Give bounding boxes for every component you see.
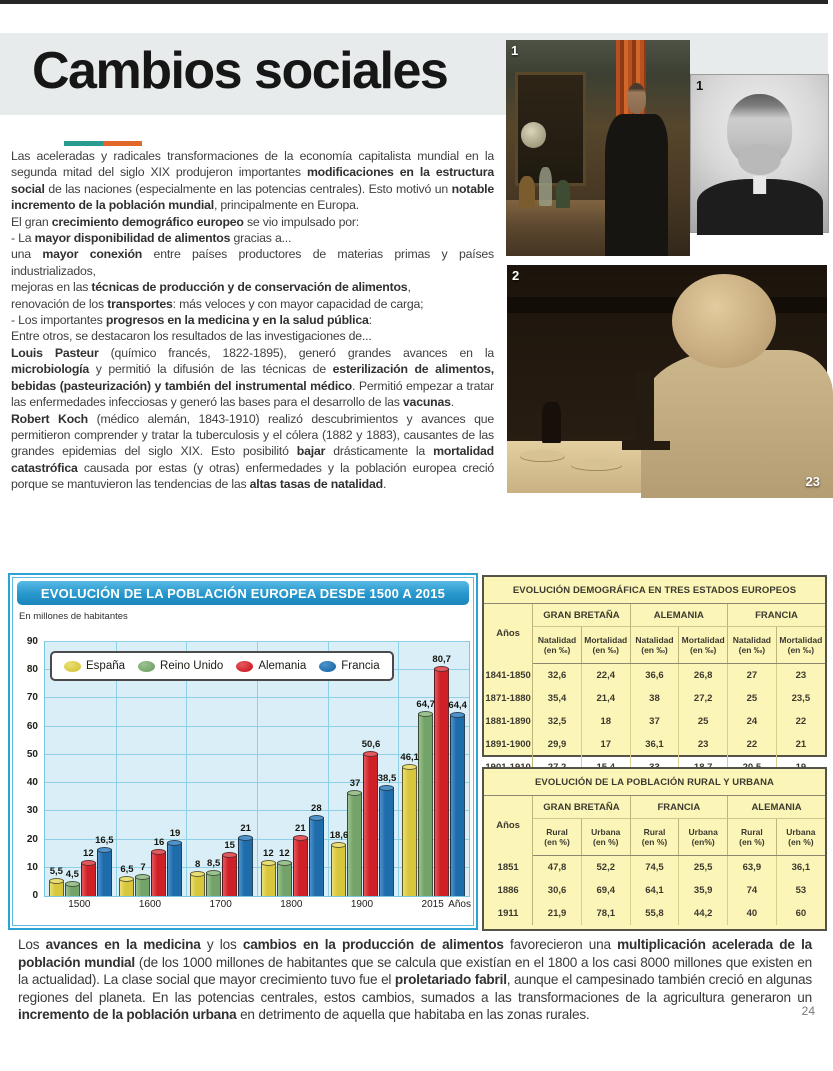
sub-column-header: Urbana (en %) [581, 819, 630, 856]
table-row [484, 710, 825, 733]
sub-column-header: Natalidad (en ‰) [630, 627, 679, 664]
sub-column-header: Rural (en %) [533, 819, 582, 856]
table-row [484, 856, 825, 880]
bar-alemania-2015: 80,7 [434, 668, 449, 896]
sub-column-header: Mortalidad (en ‰) [679, 627, 728, 664]
bar-group-2015 [398, 642, 469, 896]
bar-españa-1600: 6,5 [119, 878, 134, 896]
sub-column-header: Urbana (en%) [679, 819, 728, 856]
intro-paragraph: Las aceleradas y radicales transformaciones de la economía capitalista mundial en la segunda mitad del siglo XIX produjeron importantes modificaciones en la estructura social de las naciones (especialmente en las potencias centrales). Esto motivó un notable incremento de la población mundial, principalmente en Europa. [11, 149, 494, 213]
value-cell: 21 [795, 739, 807, 750]
figure-head-shape [672, 274, 776, 368]
intro-paragraph: Robert Koch (médico alemán, 1843-1910) realizó descubrimientos y avances que permitieron comprender y tratar la tuberculosis y el cólera (1882 y 1883), causantes de las grandes epidemias del siglo XIX. Esto posibilitó bajar drásticamente la mortalidad catastrófica causada por estas (y otras) enfermedades y la población europea creció porque se mantuvieron las tendencias de las altas tasas de natalidad. [11, 411, 494, 492]
title-divider [64, 141, 142, 146]
table-row [484, 664, 825, 688]
figure-body-shape [605, 114, 668, 256]
chart-legend [50, 651, 394, 681]
legend-entry-alemania: Alemania [236, 660, 306, 672]
bar-francia-1500: 16,5 [97, 849, 112, 896]
bar-reino-unido-1600: 7 [135, 876, 150, 896]
sub-column-header: Rural (en %) [728, 819, 777, 856]
intro-paragraph: - Los importantes progresos en la medicina y en la salud pública: [11, 313, 372, 328]
bar-reino-unido-2015: 64,7 [418, 713, 433, 896]
koch-microscope-photo-image [507, 265, 827, 493]
sub-column-header: Rural (en %) [630, 819, 679, 856]
bar-reino-unido-1900: 37 [347, 792, 362, 896]
bar-españa-1900: 18,6 [331, 844, 346, 896]
value-cell: 23 [679, 733, 728, 756]
bar-francia-1700: 21 [238, 837, 253, 896]
table-row [484, 687, 825, 710]
divider-orange-segment [103, 141, 142, 146]
bottle-shape [556, 180, 571, 208]
country-group-header: FRANCIA [728, 604, 825, 627]
country-group-header: ALEMANIA [728, 796, 825, 819]
bar-francia-2015: 64,4 [450, 714, 465, 896]
bottle-shape [542, 402, 561, 443]
legend-entry-francia: Francia [319, 660, 379, 672]
year-cell: 1911 [484, 902, 533, 925]
value-cell: 17 [581, 733, 630, 756]
bottle-shape [539, 167, 552, 206]
microscope-base-shape [622, 441, 670, 450]
value-cell: 36,6 [630, 664, 679, 688]
bar-españa-1700: 8 [190, 873, 205, 896]
value-cell: 18 [581, 710, 630, 733]
value-cell: 27,2 [679, 687, 728, 710]
legend-entry-reino-unido: Reino Unido [138, 660, 223, 672]
intro-paragraph: renovación de los transportes: más veloces y con mayor capacidad de carga; [11, 296, 424, 311]
pasteur-figure-silhouette [605, 83, 668, 256]
value-cell: 74 [728, 879, 777, 902]
value-cell: 22 [795, 716, 807, 727]
portrait-shirt-shape [753, 176, 767, 195]
country-group-header: GRAN BRETAÑA [533, 604, 630, 627]
chart-title: EVOLUCIÓN DE LA POBLACIÓN EUROPEA DESDE 1500 A 2015 [17, 581, 469, 605]
legend-entry-españa: España [64, 660, 125, 672]
table-row [484, 733, 825, 756]
value-cell: 22,4 [581, 664, 630, 688]
value-cell: 21,9 [533, 902, 582, 925]
figure-number-label: 1 [511, 43, 519, 58]
chart-x-axis-title: Años [448, 899, 471, 910]
country-group-header: GRAN BRETAÑA [533, 796, 630, 819]
bar-españa-1800: 12 [261, 862, 276, 896]
value-cell: 69,4 [581, 879, 630, 902]
bar-alemania-1600: 16 [151, 851, 166, 896]
value-cell: 52,2 [581, 856, 630, 880]
table-row [484, 879, 825, 902]
bar-españa-2015: 46,1 [402, 766, 417, 896]
year-cell: 1841-1850 [484, 664, 533, 688]
page-title: Cambios sociales [32, 42, 448, 100]
value-cell: 60 [795, 908, 807, 919]
value-cell: 30,6 [533, 879, 582, 902]
bottle-shape [519, 176, 536, 208]
intro-paragraph: Entre otros, se destacaron los resultados de las investigaciones de... [11, 329, 372, 344]
footer-paragraph: Los avances en la medicina y los cambios en la producción de alimentos favorecieron una multiplicación acelerada de la población mundial (de los 1000 millones de habitantes que se calcula que existían en el 1800 a los casi 8000 millones que existen en la actualidad). La clase social que mayor crecimiento tuvo fue el proletariado fabril, aunque el campesinado también creció en algunas regiones del planeta. En las potencias centrales, estos cambios, sumados a las transformaciones de la agricultura generaron un incremento de la población urbana en detrimento de aquella que habitaba en las zonas rurales. [18, 937, 813, 1022]
value-cell: 25,5 [679, 856, 728, 880]
value-cell: 29,9 [533, 733, 582, 756]
value-cell: 25 [679, 710, 728, 733]
bar-francia-1800: 28 [309, 817, 324, 896]
top-edge-bar [0, 0, 828, 4]
value-cell: 32,6 [533, 664, 582, 688]
bar-francia-1600: 19 [167, 842, 182, 896]
country-group-header: ALEMANIA [630, 604, 727, 627]
value-cell: 44,2 [679, 902, 728, 925]
bar-reino-unido-1700: 8,5 [206, 872, 221, 896]
value-cell: 53 [795, 885, 807, 896]
value-cell: 25 [728, 687, 777, 710]
table-title: EVOLUCIÓN DE LA POBLACIÓN RURAL Y URBANA [484, 769, 825, 796]
value-cell: 21,4 [581, 687, 630, 710]
bar-españa-1500: 5,5 [49, 880, 64, 896]
figure-number-label: 1 [696, 78, 704, 93]
year-cell: 1886 [484, 879, 533, 902]
value-cell: 27 [728, 664, 777, 688]
years-column-header: Años [484, 604, 533, 664]
value-cell: 36,1 [791, 862, 811, 873]
chart-x-axis-labels: 1500 1600 1700 1800 1900 2015 [68, 899, 444, 910]
legend-marker [64, 661, 81, 672]
intro-paragraph: Louis Pasteur (químico francés, 1822-1895), generó grandes avances en la microbiología y permitió la difusión de las técnicas de esterilización de alimentos, bebidas (pasteurización) y también del instrumental médico. Permitió empezar a tratar las enfermedades infecciosas y generó las bases para el desarrollo de las vacunas. [11, 345, 494, 410]
microscope-shape [635, 372, 654, 445]
rural-urban-table [482, 767, 827, 931]
value-cell: 35,9 [679, 879, 728, 902]
value-cell: 64,1 [630, 879, 679, 902]
intro-text [11, 148, 494, 493]
year-cell: 1891-1900 [484, 733, 533, 756]
year-cell: 1881-1890 [484, 710, 533, 733]
population-evolution-chart [8, 573, 478, 930]
divider-teal-segment [64, 141, 103, 146]
value-cell: 74,5 [630, 856, 679, 880]
years-column-header: Años [484, 796, 533, 856]
koch-figure-silhouette [641, 274, 833, 497]
value-cell: 35,4 [533, 687, 582, 710]
value-cell: 23,5 [791, 693, 811, 704]
country-group-header: FRANCIA [630, 796, 727, 819]
bar-alemania-1700: 15 [222, 854, 237, 896]
demography-table [482, 575, 827, 757]
bar-alemania-1800: 21 [293, 837, 308, 896]
value-cell: 40 [728, 902, 777, 925]
legend-marker [236, 661, 253, 672]
intro-paragraph: El gran crecimiento demográfico europeo se vio impulsado por: [11, 214, 359, 229]
legend-marker [319, 661, 336, 672]
table-row [484, 902, 825, 925]
figure-head-shape [627, 83, 646, 114]
value-cell: 37 [630, 710, 679, 733]
bar-alemania-1500: 12 [81, 862, 96, 896]
value-cell: 24 [728, 710, 777, 733]
petri-dish-shape [520, 450, 565, 461]
value-cell: 26,8 [679, 664, 728, 688]
sub-column-header: Mortalidad (en ‰) [581, 627, 630, 664]
value-cell: 47,8 [533, 856, 582, 880]
bar-reino-unido-1500: 4,5 [65, 883, 80, 896]
year-cell: 1871-1880 [484, 687, 533, 710]
bar-reino-unido-1800: 12 [277, 862, 292, 896]
value-cell: 22 [728, 733, 777, 756]
intro-paragraph: - La mayor disponibilidad de alimentos gracias a... [11, 231, 292, 246]
figure-coat-shape [641, 350, 833, 497]
sub-column-header: Mortalidad (en ‰) [776, 627, 825, 664]
sub-column-header: Natalidad (en ‰) [728, 627, 777, 664]
sub-column-header: Urbana (en %) [776, 819, 825, 856]
sub-column-header: Natalidad (en ‰) [533, 627, 582, 664]
year-cell: 1851 [484, 856, 533, 880]
value-cell: 38 [630, 687, 679, 710]
bar-francia-1900: 38,5 [379, 787, 394, 896]
intro-paragraph: mejoras en las técnicas de producción y de conservación de alimentos, [11, 280, 411, 295]
chart-unit-label: En millones de habitantes [19, 611, 128, 622]
value-cell: 55,8 [630, 902, 679, 925]
pasteur-lab-painting-image [506, 40, 690, 256]
value-cell: 78,1 [581, 902, 630, 925]
chart-y-axis-labels: 0 10 20 30 40 50 60 70 80 90 [26, 636, 38, 901]
portrait-beard-shape [738, 144, 782, 175]
value-cell: 36,1 [630, 733, 679, 756]
page-number: 24 [801, 1004, 815, 1018]
value-cell: 23 [795, 670, 807, 681]
pasteur-portrait-photo-image [690, 74, 829, 233]
legend-marker [138, 661, 155, 672]
intro-paragraph: una mayor conexión entre países productores de materias primas y países industrializados, [11, 247, 494, 278]
value-cell: 63,9 [728, 856, 777, 880]
table-title: EVOLUCIÓN DEMOGRÁFICA EN TRES ESTADOS EUROPEOS [484, 577, 825, 604]
bar-alemania-1900: 50,6 [363, 753, 378, 896]
value-cell: 32,5 [533, 710, 582, 733]
photo-corner-number: 23 [805, 474, 820, 489]
figure-number-label: 2 [512, 268, 520, 283]
